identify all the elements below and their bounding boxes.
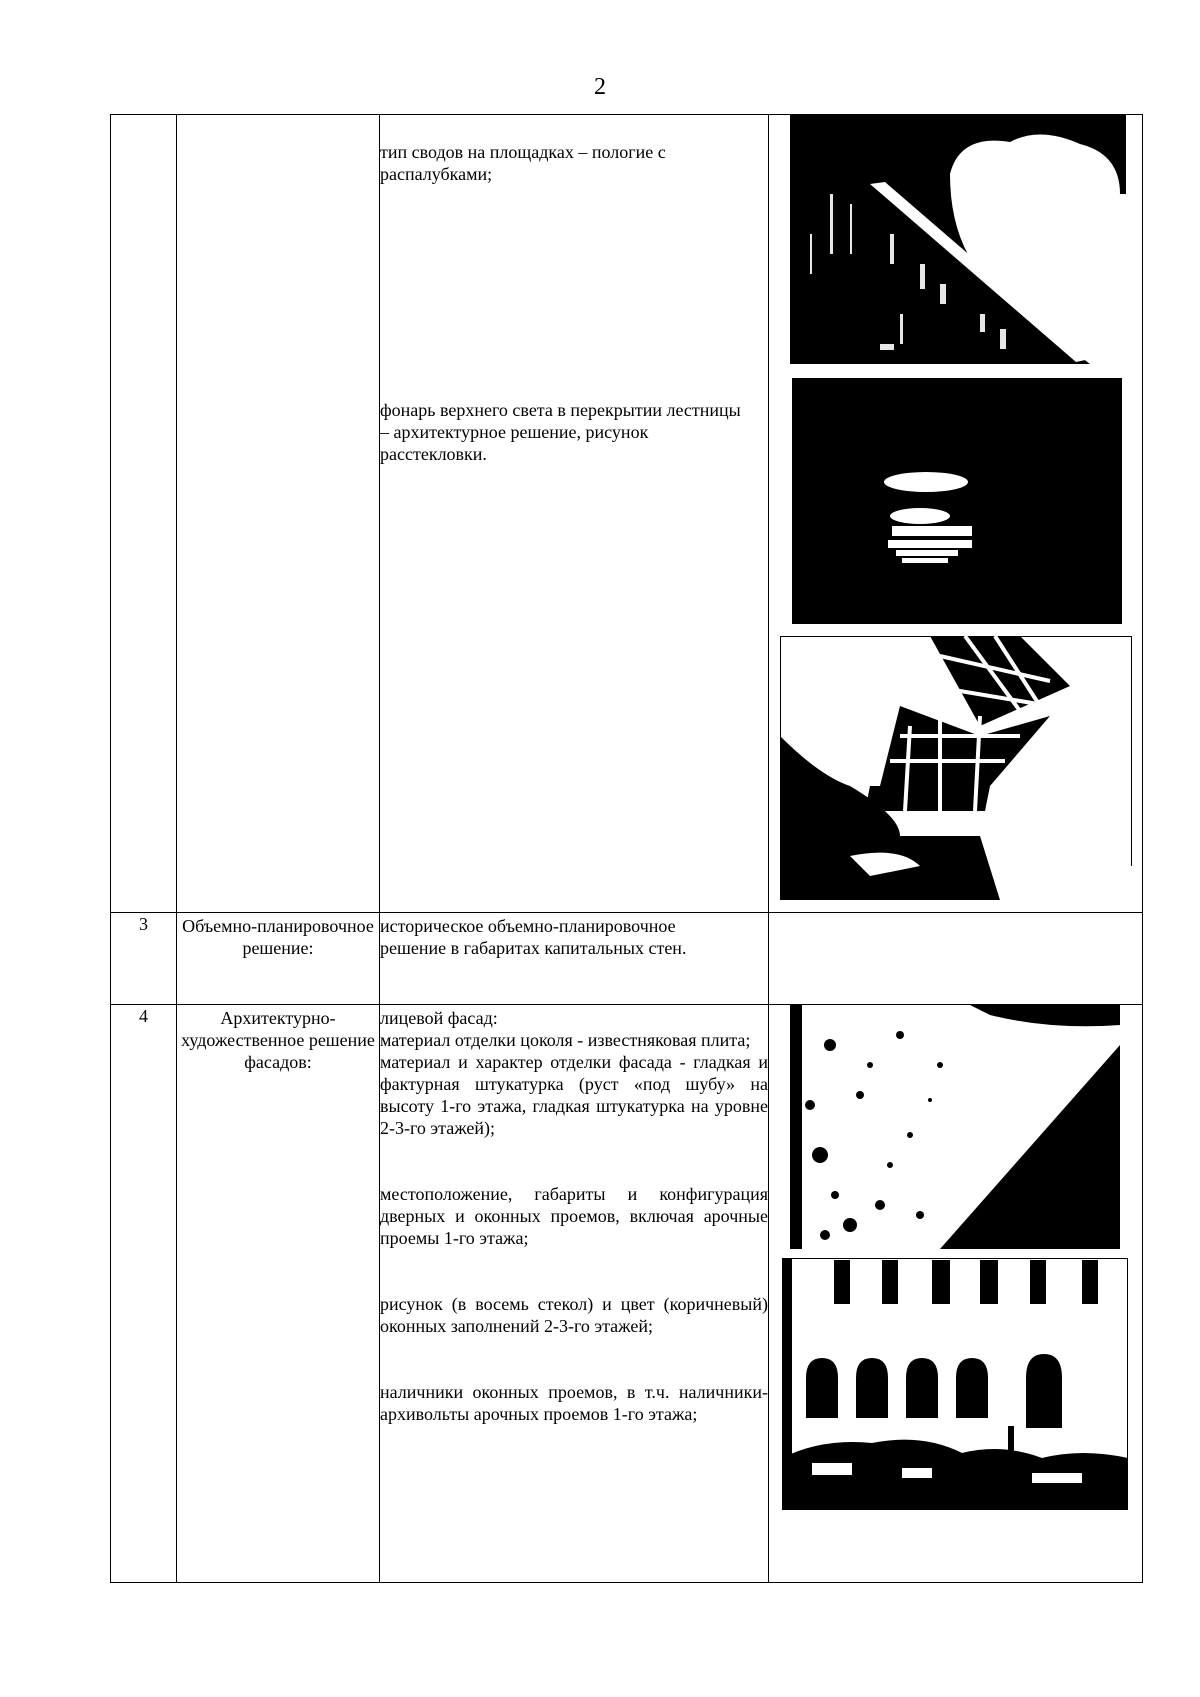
row-3-number: 3 xyxy=(111,913,177,1005)
row-title-cell xyxy=(177,115,380,913)
row-4-number: 4 xyxy=(111,1005,177,1583)
photo-vaults xyxy=(790,114,1126,364)
row-3-title: Объемно-планировочное решение: xyxy=(177,913,380,1005)
window-fill-text: рисунок (в восемь стекол) и цвет (коричневый) оконных заполнений 2-3-го этажей; xyxy=(380,1294,768,1336)
vaults-text: тип сводов на площадках – пологие с распалубками; xyxy=(380,142,666,184)
plinth-material: материал отделки цоколя - известняковая плита; xyxy=(380,1030,751,1050)
row-4-description xyxy=(380,1005,769,1583)
photo-skylight xyxy=(792,378,1122,624)
architraves-text: наличники оконных проемов, в т.ч. наличники-архивольты арочных проемов 1-го этажа; xyxy=(380,1382,768,1424)
row-4-title-text: Архитектурно-художественное решение фасадов: xyxy=(181,1008,375,1072)
row-number-cell xyxy=(111,115,177,913)
photo-facade-rustication xyxy=(790,1005,1120,1249)
photo-skylight-glazing xyxy=(780,636,1132,900)
page-number: 2 xyxy=(594,74,606,100)
row-3-description: историческое объемно-планировочное решение в габаритах капитальных стен. xyxy=(380,913,769,1005)
row-4-title xyxy=(177,1005,380,1583)
openings-text: местоположение, габариты и конфигурация дверных и оконных проемов, включая арочные проемы 1-го этажа; xyxy=(380,1184,768,1248)
row-description-cell xyxy=(380,115,769,913)
facade-heading: лицевой фасад: xyxy=(380,1008,498,1028)
table-row-3 xyxy=(111,913,1143,1005)
photo-facade-street xyxy=(782,1258,1128,1510)
row-3-photo-cell xyxy=(769,913,1143,1005)
skylight-text: фонарь верхнего света в перекрытии лестницы – архитектурное решение, рисунок расстекловки. xyxy=(380,400,741,464)
facade-finish: материал и характер отделки фасада - гладкая и фактурная штукатурка (руст «под шубу» на высоту 1-го этажа, гладкая штукатурка на уровне 2-3-го этажей); xyxy=(380,1052,768,1138)
